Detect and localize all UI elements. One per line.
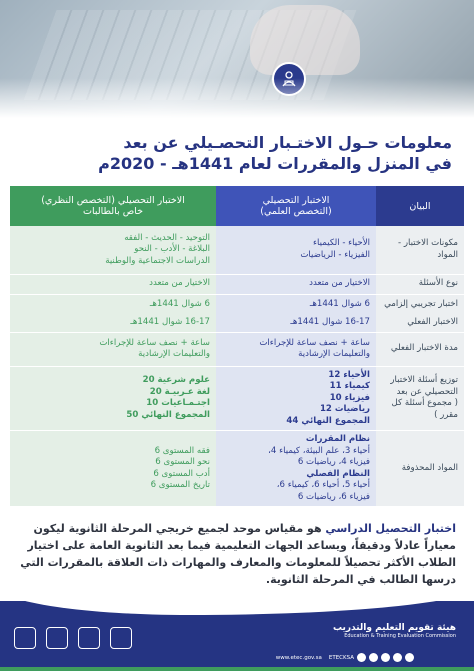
partner-logo-icon [46,627,68,649]
row-literary: علوم شرعية 20 لغة عـربيـة 20 اجتـمـاعيات 10 المجموع النهائي 50 [10,366,216,431]
social-bar [266,653,414,662]
twitter-icon[interactable] [357,653,366,662]
row-label: المواد المحذوفة [376,431,464,507]
row-label: اختبار تجريبي إلزامي [376,294,464,314]
row-scientific: الأحياء 12 كيمياء 11 فيزياء 10 رياضيات 12 المجموع النهائي 44 [216,366,376,431]
title-line-2: في المنزل والمقررات لعام 1441هـ - 2020م [98,154,452,173]
instagram-icon[interactable] [381,653,390,662]
table-row [10,314,464,332]
etec-logo [306,623,456,639]
page-title [32,132,452,174]
row-scientific: 6 شوال 1441هـ [216,294,376,314]
info-table [10,186,464,506]
description-paragraph [16,520,456,588]
table-row [10,294,464,314]
row-scientific: 16-17 شوال 1441هـ [216,314,376,332]
youtube-icon[interactable] [369,653,378,662]
table-row [10,431,464,507]
footer [0,601,474,671]
row-literary: 6 شوال 1441هـ [10,294,216,314]
table-row [10,366,464,431]
header-label: البيان [376,186,464,226]
row-scientific: الأحياء - الكيمياء الفيزياء - الرياضيات [216,226,376,274]
table-row [10,332,464,366]
row-literary: 16-17 شوال 1441هـ [10,314,216,332]
facebook-icon[interactable] [405,653,414,662]
row-literary: التوحيد - الحديث - الفقه البلاغة - الأدب - النحو الدراسات الاجتماعية والوطنية [10,226,216,274]
row-label: توزيع أسئلة الاختبار التحصيلي عن بعد ( مجموع أسئلة كل مقرر ) [376,366,464,431]
partner-logos [14,627,132,649]
social-handle: ETECKSA [328,654,354,661]
paragraph-body: هو مقياس موحد لجميع خريجي المرحلة الثانوية ليكون معياراً عادلاً ودقيقاً، ويساعد الجهات التعليمية فيما بعد الثانوية العامة على اختيار الطلاب الأكثر تحصيلاً للمعلومات والمعارف والمهارات ذات العلاقة بالمقررات التي درسها الطالب في المرحلة الثانوية. [20,522,456,586]
table-row [10,274,464,294]
row-label: نوع الأسئلة [376,274,464,294]
row-scientific: الاختيار من متعدد [216,274,376,294]
partner-logo-icon [78,627,100,649]
header-scientific: الاختبار التحصيلي (التخصص العلمي) [216,186,376,226]
row-label: الاختبار الفعلي [376,314,464,332]
scientific-total: المجموع النهائي 44 [286,415,370,426]
org-name-ar: هيئة تقويم التعليم والتدريب [332,623,456,633]
row-scientific: نظام المقررات أحياء 3، علم البيئة، كيمياء 4، فيزياء 4، رياضيات 6 النظام الفصلي أحياء 5، أحياء 6، كيمياء 6، فيزياء 6، رياضيات 6 [216,431,376,507]
snapchat-icon[interactable] [393,653,402,662]
org-name-en: Education & Training Evaluation Commission [344,633,456,639]
website-link[interactable]: www.etec.gov.sa [275,654,322,661]
partner-logo-icon [110,627,132,649]
row-literary: ساعة + نصف ساعة للإجراءات والتعليمات الإرشادية [10,332,216,366]
paragraph-lead: اختبار التحصيل الدراسي [325,522,456,535]
header-literary: الاختبار التحصيلي (التخصص النظري) خاص بالطالبات [10,186,216,226]
row-scientific: ساعة + نصف ساعة للإجراءات والتعليمات الإرشادية [216,332,376,366]
row-label: مدة الاختبار الفعلي [376,332,464,366]
partner-logo-icon [14,627,36,649]
header-photo [0,0,474,118]
hands-graphic [250,5,360,75]
row-label: مكونات الاختبار - المواد [376,226,464,274]
title-line-1: معلومات حـول الاختـبار التحصـيلي عن بعد [123,133,452,152]
table-row [10,226,464,274]
row-literary: فقه المستوى 6 نحو المستوى 6 أدب المستوى 6 تاريخ المستوى 6 [10,431,216,507]
literary-total: المجموع النهائي 50 [126,409,210,420]
row-literary: الاختيار من متعدد [10,274,216,294]
